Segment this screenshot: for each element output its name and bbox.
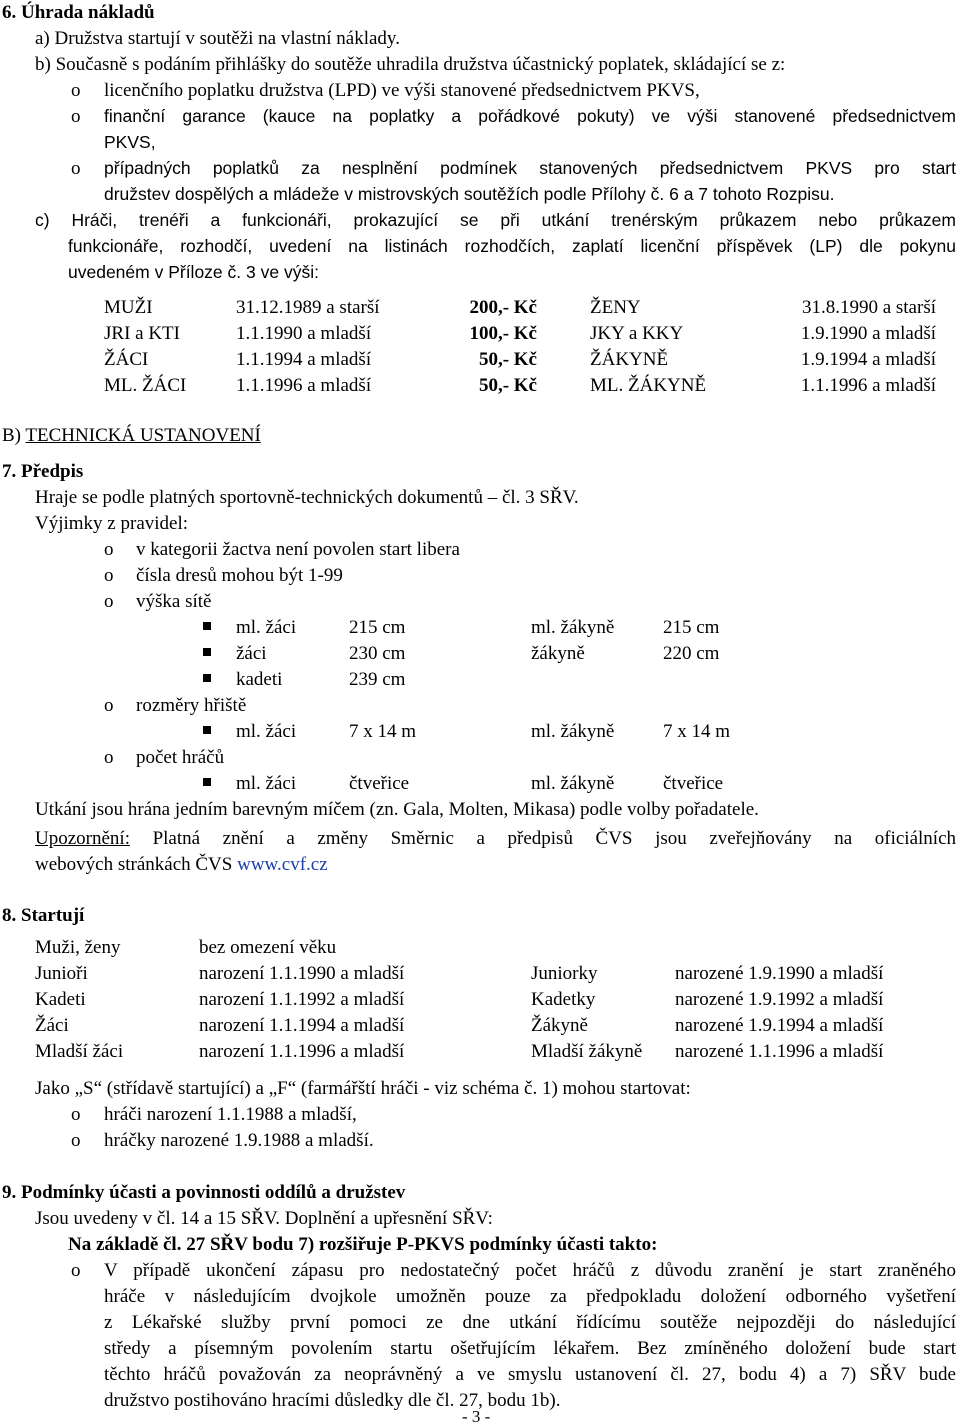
square-bullet-icon	[203, 622, 211, 630]
fee-category: MUŽI	[104, 297, 153, 318]
start-born-women: narozené 1.9.1994 a mladší	[675, 1015, 884, 1036]
section-6-title: 6. Úhrada nákladů	[2, 2, 155, 23]
court-val-boys: 7 x 14 m	[349, 721, 417, 742]
net-cat-boys: kadeti	[236, 669, 283, 690]
list-marker: o	[104, 695, 114, 716]
exception-jersey: čísla dresů mohou být 1-99	[136, 565, 343, 586]
start-cat-adults: Muži, ženy	[35, 937, 121, 958]
cvf-link[interactable]: www.cvf.cz	[237, 854, 328, 875]
section-9-title: 9. Podmínky účasti a povinnosti oddílů a družstev	[2, 1182, 406, 1203]
list-marker: o	[71, 1130, 81, 1151]
section-6-b3-line1: případných poplatků za nesplnění podmínek stanovených předsednictvem PKVS pro start	[104, 158, 956, 178]
section-6-b3-line2: družstev dospělých a mládeže v mistrovských soutěžích podle Přílohy č. 6 a 7 tohoto Rozpisu.	[104, 184, 835, 204]
list-marker: o	[71, 1260, 81, 1281]
net-val-boys: 215 cm	[349, 617, 406, 638]
fee-category-women: ML. ŽÁKYNĚ	[590, 375, 707, 396]
fee-category-women: ŽÁKYNĚ	[590, 349, 669, 370]
section-7-line2: Výjimky z pravidel:	[35, 513, 189, 534]
start-cat-men: Junioři	[35, 963, 88, 984]
start-born-women: narozené 1.1.1996 a mladší	[675, 1041, 884, 1062]
start-born-men: narození 1.1.1996 a mladší	[199, 1041, 405, 1062]
start-age-adults: bez omezení věku	[199, 937, 337, 958]
players-val-boys: čtveřice	[349, 773, 410, 794]
section-9-p3: z Lékařské služby první pomoci ze dne utkání řídícímu soutěže nejpozději do následující	[104, 1312, 956, 1333]
start-cat-women: Juniorky	[531, 963, 598, 984]
exception-net-height: výška sítě	[136, 591, 212, 612]
warning-line1: Upozornění: Platná znění a změny Směrnic a předpisů ČVS jsou zveřejňovány na oficiálních	[35, 828, 956, 849]
list-marker: o	[71, 158, 81, 179]
section-6-c-line1: c) Hráči, trenéři a funkcionáři, prokazující se při utkání trenérským průkazem nebo průkazem	[35, 210, 956, 230]
section-8-jako: Jako „S“ (střídavě startující) a „F“ (farmářští hráči - viz schéma č. 1) mohou startovat:	[35, 1078, 691, 1099]
players-cat-girls: ml. žákyně	[531, 773, 615, 794]
list-marker: o	[71, 106, 81, 127]
section-8-j1: hráči narození 1.1.1988 a mladší,	[104, 1104, 357, 1125]
section-9-p5: těchto hráčů považován za neoprávněný a ve smyslu ustanovení čl. 27, bodu 4) a 7) SŘV bude	[104, 1364, 956, 1385]
section-7-title: 7. Předpis	[2, 461, 84, 482]
section-9-line1: Jsou uvedeny v čl. 14 a 15 SŘV. Doplnění a upřesnění SŘV:	[35, 1208, 493, 1229]
list-marker: o	[104, 565, 114, 586]
section-6-c-line3: uvedeném v Příloze č. 3 ve výši:	[68, 262, 319, 282]
fee-born-women: 31.8.1990 a starší	[801, 297, 936, 318]
start-born-men: narození 1.1.1990 a mladší	[199, 963, 405, 984]
net-val-boys: 230 cm	[349, 643, 406, 664]
fee-born: 1.1.1994 a mladší	[236, 349, 372, 370]
fee-category: ML. ŽÁCI	[104, 375, 187, 396]
list-marker: o	[104, 747, 114, 768]
net-val-girls: 215 cm	[663, 617, 720, 638]
court-cat-girls: ml. žákyně	[531, 721, 615, 742]
list-marker: o	[71, 1104, 81, 1125]
start-born-men: narození 1.1.1992 a mladší	[199, 989, 405, 1010]
section-9-p4: středy a písemným povolením startu ošetřujícím lékařem. Bez zmíněného doložení bude start	[104, 1338, 956, 1359]
section-6-a: a) Družstva startují v soutěži na vlastní náklady.	[35, 28, 400, 49]
start-cat-women: Kadetky	[531, 989, 596, 1010]
exception-libero: v kategorii žactva není povolen start libera	[136, 539, 460, 560]
warning-line2: webových stránkách ČVS www.cvf.cz	[35, 854, 328, 875]
page-number: - 3 -	[462, 1407, 491, 1426]
start-cat-men: Kadeti	[35, 989, 86, 1010]
section-6-b: b) Současně s podáním přihlášky do soutěže uhradila družstva účastnický poplatek, skládající se z:	[35, 54, 786, 75]
section-6-b2-line2: PKVS,	[104, 132, 156, 152]
section-9-p2: hráče v následujícím dvojkole umožněn pouze za předpokladu doložení odborného vyšetření	[104, 1286, 956, 1307]
exception-court: rozměry hřiště	[136, 695, 247, 716]
section-9-line2: Na základě čl. 27 SŘV bodu 7) rozšiřuje P-PKVS podmínky účasti takto:	[68, 1234, 658, 1255]
court-cat-boys: ml. žáci	[236, 721, 297, 742]
fee-born-women: 1.1.1996 a mladší	[800, 375, 936, 396]
fee-amount: 200,- Kč	[469, 297, 537, 318]
fee-amount: 50,- Kč	[478, 375, 537, 396]
net-val-girls: 220 cm	[663, 643, 720, 664]
fee-born-women: 1.9.1990 a mladší	[800, 323, 936, 344]
net-cat-girls: ml. žákyně	[531, 617, 615, 638]
start-born-men: narození 1.1.1994 a mladší	[199, 1015, 405, 1036]
section-8-j2: hráčky narozené 1.9.1988 a mladší.	[104, 1130, 374, 1151]
net-cat-boys: ml. žáci	[236, 617, 297, 638]
court-val-girls: 7 x 14 m	[663, 721, 731, 742]
fee-category: JRI a KTI	[104, 323, 180, 344]
list-marker: o	[71, 80, 81, 101]
start-cat-men: Žáci	[35, 1015, 69, 1036]
fee-category: ŽÁCI	[104, 349, 149, 370]
section-7-line1: Hraje se podle platných sportovně-technických dokumentů – čl. 3 SŘV.	[35, 487, 579, 508]
square-bullet-icon	[203, 778, 211, 786]
fee-category-women: ŽENY	[590, 297, 641, 318]
section-b-heading: B) TECHNICKÁ USTANOVENÍ	[2, 425, 261, 446]
section-6-b1: licenčního poplatku družstva (LPD) ve výši stanovené předsednictvem PKVS,	[104, 80, 700, 101]
square-bullet-icon	[203, 648, 211, 656]
list-marker: o	[104, 591, 114, 612]
players-cat-boys: ml. žáci	[236, 773, 297, 794]
net-cat-girls: žákyně	[531, 643, 585, 664]
fee-born-women: 1.9.1994 a mladší	[800, 349, 936, 370]
section-9-p1: V případě ukončení zápasu pro nedostatečný počet hráčů z důvodu zranění je start zraněného	[104, 1260, 956, 1281]
fee-born: 31.12.1989 a starší	[236, 297, 380, 318]
section-6-b2-line1: finanční garance (kauce na poplatky a pořádkové pokuty) ve výši stanovené předsednictvem	[104, 106, 956, 126]
start-born-women: narozené 1.9.1990 a mladší	[675, 963, 884, 984]
section-8-title: 8. Startují	[2, 905, 85, 926]
square-bullet-icon	[203, 726, 211, 734]
fee-amount: 100,- Kč	[469, 323, 537, 344]
players-val-girls: čtveřice	[663, 773, 724, 794]
start-cat-women: Mladší žákyně	[531, 1041, 643, 1062]
ball-note: Utkání jsou hrána jedním barevným míčem (zn. Gala, Molten, Mikasa) podle volby pořadatele.	[35, 799, 759, 820]
section-9-p6: družstvo postihováno hracími důsledky dle čl. 27, bodu 1b).	[104, 1390, 561, 1411]
start-born-women: narozené 1.9.1992 a mladší	[675, 989, 884, 1010]
list-marker: o	[104, 539, 114, 560]
section-6-c-line2: funkcionáře, rozhodčí, uvedení na listinách rozhodčích, zaplatí licenční příspěvek (LP) dle pokynu	[68, 236, 956, 256]
exception-players: počet hráčů	[136, 747, 225, 768]
start-cat-women: Žákyně	[531, 1015, 588, 1036]
fee-born: 1.1.1996 a mladší	[236, 375, 372, 396]
fee-category-women: JKY a KKY	[590, 323, 684, 344]
fee-amount: 50,- Kč	[478, 349, 537, 370]
net-cat-boys: žáci	[236, 643, 267, 664]
net-val-boys: 239 cm	[349, 669, 406, 690]
square-bullet-icon	[203, 674, 211, 682]
fee-born: 1.1.1990 a mladší	[236, 323, 372, 344]
start-cat-men: Mladší žáci	[35, 1041, 124, 1062]
